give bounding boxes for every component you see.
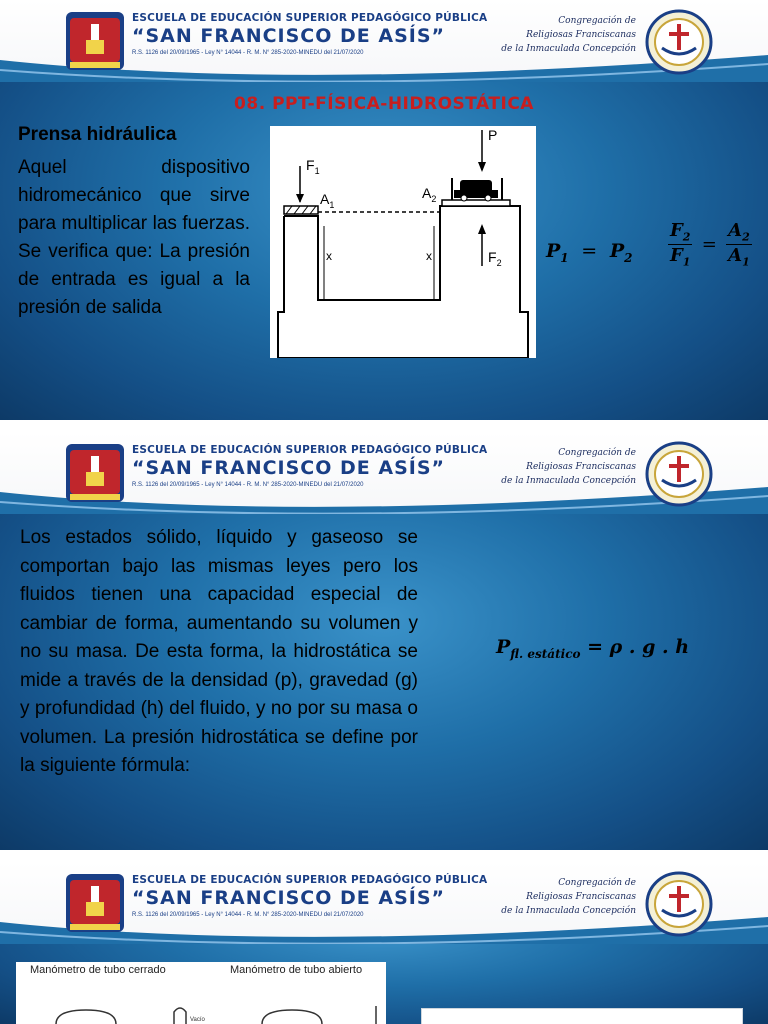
label-f1: $F_1$ [306, 157, 320, 176]
label-f2: $F_2$ [488, 249, 502, 268]
school-line1: ESCUELA DE EDUCACIÓN SUPERIOR PEDAGÓGICO PÚBLICA [132, 12, 488, 24]
congregation-text: Congregación de Religiosas Franciscanas de la Inmaculada Concepción [501, 878, 636, 916]
school-name: “SAN FRANCISCO DE ASÍS” [132, 25, 446, 47]
label-a2: $A_2$ [422, 185, 437, 204]
congregation-text: Congregación de Religiosas Franciscanas de la Inmaculada Concepción [501, 16, 636, 54]
section-subtitle: Prensa hidráulica [18, 124, 177, 145]
school-name: “SAN FRANCISCO DE ASÍS” [132, 887, 446, 909]
congregation-seal-logo [644, 8, 714, 76]
label-closed-manometer: Manómetro de tubo cerrado [30, 964, 166, 976]
slide-2 [0, 432, 768, 850]
school-line1: ESCUELA DE EDUCACIÓN SUPERIOR PEDAGÓGICO PÚBLICA [132, 874, 488, 886]
school-crest-logo [64, 10, 126, 72]
congregation-text: Congregación de Religiosas Franciscanas de la Inmaculada Concepción [501, 448, 636, 486]
slide-1 [0, 0, 768, 420]
school-name: “SAN FRANCISCO DE ASÍS” [132, 457, 446, 479]
school-resolution: R.S. 1126 del 20/09/1965 - Ley N° 14044 - R. M. N° 285-2020-MINEDU del 21/07/2020 [132, 50, 364, 56]
slide-title: 08. PPT-FÍSICA-HIDROSTÁTICA [234, 94, 534, 114]
label-p: P [488, 127, 498, 143]
header-text-block [132, 874, 487, 918]
header-text-block [132, 444, 487, 488]
school-crest-logo [64, 442, 126, 504]
description-paragraph: Aquel dispositivo hidromecánico que sirve para multiplicar las fuerzas. Se verifica que: La presión de entrada es igual a la presión de salida [18, 157, 250, 318]
formula-pressure-equality: $P_1 = P_2$ [546, 240, 633, 265]
slide-3 [0, 862, 768, 1024]
hydrostatics-paragraph: Los estados sólido, líquido y gaseoso se comportan bajo las mismas leyes pero los fluidos tienen una capacidad especial de cambiar de forma, aumentando su volumen y no su masa. De esta forma, la hidrostática se mide a través de la densidad (p), gravedad (g) y profundidad (h) del fluido, y no por su masa o volumen. La presión hidrostática se define por la siguiente fórmula: [20, 527, 418, 776]
label-open-manometer: Manómetro de tubo abierto [230, 964, 363, 976]
school-line1: ESCUELA DE EDUCACIÓN SUPERIOR PEDAGÓGICO PÚBLICA [132, 444, 488, 456]
slide-header [0, 432, 768, 514]
formula-force-area-ratio: $\frac{F_2}{F_1}$ = $\frac{A_2}{A_1}$ [670, 220, 750, 269]
formula-hydrostatic-pressure: $P_{fl. estático} = \rho$ . g . h [496, 636, 690, 661]
hydraulic-press-diagram [270, 126, 536, 358]
header-text-block [132, 12, 487, 56]
formula-box-partial [421, 1008, 743, 1024]
congregation-seal-logo [644, 870, 714, 938]
slide-header [0, 862, 768, 944]
slide-header [0, 0, 768, 82]
label-x-right: x [426, 249, 432, 263]
school-resolution: R.S. 1126 del 20/09/1965 - Ley N° 14044 - R. M. N° 285-2020-MINEDU del 21/07/2020 [132, 482, 364, 488]
slide-separator [0, 850, 768, 862]
manometer-diagram [16, 962, 386, 1024]
label-a1: $A_1$ [320, 191, 335, 210]
label-vacuum: Vacío [190, 1017, 205, 1023]
congregation-seal-logo [644, 440, 714, 508]
label-x-left: x [326, 249, 332, 263]
school-crest-logo [64, 872, 126, 934]
school-resolution: R.S. 1126 del 20/09/1965 - Ley N° 14044 - R. M. N° 285-2020-MINEDU del 21/07/2020 [132, 912, 364, 918]
slide-separator [0, 420, 768, 432]
